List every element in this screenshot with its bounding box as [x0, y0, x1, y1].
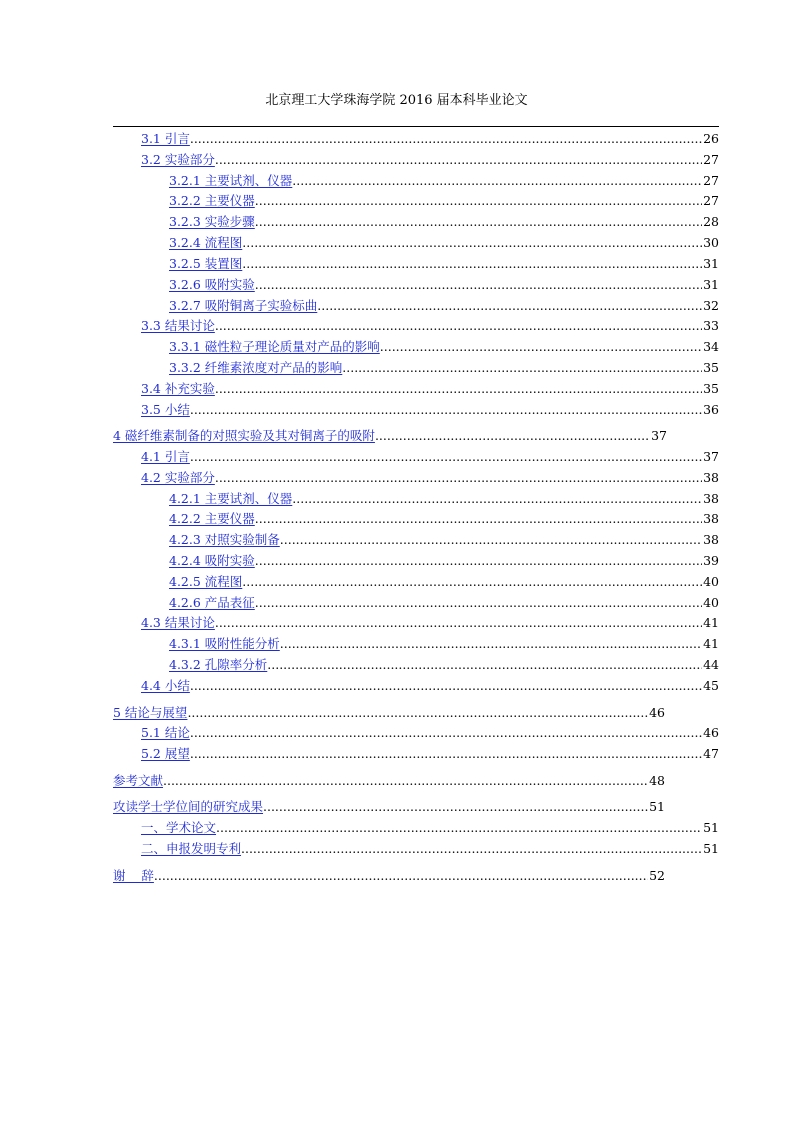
dot-leader — [190, 677, 702, 695]
dot-leader — [190, 448, 702, 466]
toc-entry-title[interactable]: 4.3.2 孔隙率分析 — [169, 657, 268, 672]
toc-entry-title[interactable]: 4.2.6 产品表征 — [169, 595, 255, 610]
dot-leader — [190, 745, 702, 763]
toc-page-number: 31 — [703, 256, 719, 271]
toc-page-number: 40 — [703, 574, 719, 589]
toc-page-number: 44 — [703, 657, 719, 672]
toc-page-number: 45 — [703, 678, 719, 693]
toc-entry-title[interactable]: 4.4 小结 — [141, 678, 190, 693]
dot-leader — [280, 531, 702, 549]
toc-entry-title[interactable]: 5.1 结论 — [141, 725, 190, 740]
toc-entry[interactable] — [169, 490, 719, 508]
dot-leader — [342, 359, 702, 377]
dot-leader — [255, 552, 702, 570]
dot-leader — [154, 867, 648, 885]
toc-entry[interactable] — [169, 510, 719, 528]
dot-leader — [280, 635, 702, 653]
toc-page-number: 27 — [703, 173, 719, 188]
toc-entry[interactable] — [169, 656, 719, 674]
dot-leader — [292, 490, 702, 508]
toc-chapter-entry[interactable] — [113, 798, 665, 816]
toc-entry-title[interactable]: 5 结论与展望 — [113, 705, 188, 720]
toc-page-number: 32 — [703, 298, 719, 313]
dot-leader — [242, 255, 702, 273]
toc-entry-title[interactable]: 4 磁纤维素制备的对照实验及其对铜离子的吸附 — [113, 428, 375, 443]
toc-page-number: 41 — [703, 615, 719, 630]
toc-page-number: 34 — [703, 339, 719, 354]
dot-leader — [263, 798, 648, 816]
toc-entry[interactable] — [141, 745, 719, 763]
toc-entry[interactable] — [169, 297, 719, 315]
toc-entry-title[interactable]: 4.2 实验部分 — [141, 470, 215, 485]
toc-chapter-entry[interactable] — [113, 772, 665, 790]
toc-entry-title[interactable]: 攻读学士学位间的研究成果 — [113, 799, 264, 814]
toc-entry[interactable] — [169, 172, 719, 190]
toc-page-number: 46 — [649, 705, 665, 720]
toc-entry-title[interactable]: 4.3.1 吸附性能分析 — [169, 636, 280, 651]
toc-chapter-entry[interactable] — [113, 427, 667, 445]
toc-entry-title[interactable]: 5.2 展望 — [141, 746, 190, 761]
toc-page-number: 31 — [703, 277, 719, 292]
toc-entry-title[interactable]: 3.3 结果讨论 — [141, 318, 215, 333]
toc-entry[interactable] — [169, 359, 719, 377]
toc-page-number: 40 — [703, 595, 719, 610]
toc-entry-title[interactable]: 4.2.1 主要试剂、仪器 — [169, 491, 293, 506]
toc-entry-title[interactable]: 4.3 结果讨论 — [141, 615, 215, 630]
toc-page-number: 38 — [703, 491, 719, 506]
toc-entry[interactable] — [141, 677, 719, 695]
toc-entry-title[interactable]: 3.2 实验部分 — [141, 152, 215, 167]
toc-page-number: 38 — [703, 470, 719, 485]
toc-entry-title[interactable]: 3.2.3 实验步骤 — [169, 214, 255, 229]
header-title: 北京理工大学珠海学院 2016 届本科毕业论文 — [265, 93, 528, 108]
toc-entry-title[interactable]: 4.2.4 吸附实验 — [169, 553, 255, 568]
toc-entry-title[interactable]: 一、学术论文 — [141, 820, 217, 835]
toc-entry[interactable] — [141, 317, 719, 335]
dot-leader — [215, 614, 702, 632]
toc-entry[interactable] — [169, 635, 719, 653]
toc-entry-title[interactable]: 3.2.4 流程图 — [169, 235, 243, 250]
toc-entry-title[interactable]: 谢 辞 — [113, 868, 154, 883]
toc-entry[interactable] — [141, 380, 719, 398]
dot-leader — [241, 840, 702, 858]
toc-entry-title[interactable]: 3.4 补充实验 — [141, 381, 215, 396]
toc-chapter-entry[interactable] — [113, 704, 665, 722]
toc-entry-title[interactable]: 3.2.5 装置图 — [169, 256, 243, 271]
toc-entry[interactable] — [169, 594, 719, 612]
toc-page-number: 27 — [703, 193, 719, 208]
toc-entry-title[interactable]: 3.1 引言 — [141, 131, 190, 146]
toc-page-number: 51 — [703, 841, 719, 856]
toc-entry[interactable] — [169, 338, 719, 356]
toc-entry-title[interactable]: 3.3.2 纤维素浓度对产品的影响 — [169, 360, 343, 375]
toc-entry[interactable] — [141, 401, 719, 419]
toc-page-number: 39 — [703, 553, 719, 568]
toc-page-number: 35 — [703, 381, 719, 396]
toc-entry[interactable] — [141, 614, 719, 632]
toc-entry[interactable] — [141, 130, 719, 148]
toc-page-number: 37 — [703, 449, 719, 464]
toc-page-number: 26 — [703, 131, 719, 146]
dot-leader — [317, 297, 702, 315]
toc-entry-title[interactable]: 3.2.1 主要试剂、仪器 — [169, 173, 293, 188]
toc-entry[interactable] — [141, 448, 719, 466]
dot-leader — [163, 772, 648, 790]
toc-entry[interactable] — [169, 192, 719, 210]
dot-leader — [190, 724, 702, 742]
dot-leader — [267, 656, 702, 674]
dot-leader — [255, 192, 702, 210]
toc-entry-title[interactable]: 4.2.5 流程图 — [169, 574, 243, 589]
toc-page-number: 52 — [649, 868, 665, 883]
dot-leader — [242, 573, 702, 591]
toc-page-number: 51 — [703, 820, 719, 835]
dot-leader — [255, 510, 702, 528]
toc-entry[interactable] — [169, 531, 719, 549]
toc-entry-title[interactable]: 3.2.7 吸附铜离子实验标曲 — [169, 298, 318, 313]
toc-page-number: 51 — [649, 799, 665, 814]
toc-entry-title[interactable]: 3.2.2 主要仪器 — [169, 193, 255, 208]
toc-page-number: 30 — [703, 235, 719, 250]
toc-entry[interactable] — [169, 573, 719, 591]
dot-leader — [255, 594, 702, 612]
dot-leader — [187, 704, 648, 722]
toc-entry[interactable] — [141, 151, 719, 169]
dot-leader — [216, 819, 702, 837]
toc-entry-title[interactable]: 3.2.6 吸附实验 — [169, 277, 255, 292]
toc-page-number: 46 — [703, 725, 719, 740]
toc-entry[interactable] — [169, 552, 719, 570]
toc-entry[interactable] — [141, 819, 719, 837]
toc-page-number: 38 — [703, 511, 719, 526]
toc-entry[interactable] — [169, 276, 719, 294]
toc-entry[interactable] — [169, 213, 719, 231]
toc-page-number: 41 — [703, 636, 719, 651]
page-header — [0, 93, 793, 109]
dot-leader — [255, 213, 702, 231]
toc-entry[interactable] — [169, 234, 719, 252]
toc-entry-title[interactable]: 4.2.3 对照实验制备 — [169, 532, 280, 547]
dot-leader — [242, 234, 702, 252]
toc-page-number: 37 — [651, 428, 667, 443]
toc-page-number: 38 — [703, 532, 719, 547]
toc-page-number: 36 — [703, 402, 719, 417]
dot-leader — [375, 427, 650, 445]
toc-chapter-entry[interactable] — [113, 867, 665, 885]
dot-leader — [255, 276, 702, 294]
toc-page-number: 28 — [703, 214, 719, 229]
toc-page-number: 35 — [703, 360, 719, 375]
toc-page-number: 48 — [649, 773, 665, 788]
dot-leader — [215, 317, 702, 335]
toc-entry-title[interactable]: 4.2.2 主要仪器 — [169, 511, 255, 526]
toc-entry-title[interactable]: 3.5 小结 — [141, 402, 190, 417]
dot-leader — [380, 338, 702, 356]
toc-entry-title[interactable]: 参考文献 — [113, 773, 164, 788]
dot-leader — [215, 380, 702, 398]
dot-leader — [215, 469, 702, 487]
header-divider — [113, 126, 719, 127]
toc-entry[interactable] — [141, 469, 719, 487]
dot-leader — [292, 172, 702, 190]
toc-page-number: 27 — [703, 152, 719, 167]
toc-page-number: 33 — [703, 318, 719, 333]
dot-leader — [190, 130, 702, 148]
toc-entry[interactable] — [141, 724, 719, 742]
dot-leader — [190, 401, 702, 419]
toc-entry[interactable] — [169, 255, 719, 273]
toc-entry[interactable] — [141, 840, 719, 858]
dot-leader — [215, 151, 702, 169]
toc-entry-title[interactable]: 4.1 引言 — [141, 449, 190, 464]
toc-entry-title[interactable]: 3.3.1 磁性粒子理论质量对产品的影响 — [169, 339, 380, 354]
toc-entry-title[interactable]: 二、申报发明专利 — [141, 841, 242, 856]
toc-page-number: 47 — [703, 746, 719, 761]
